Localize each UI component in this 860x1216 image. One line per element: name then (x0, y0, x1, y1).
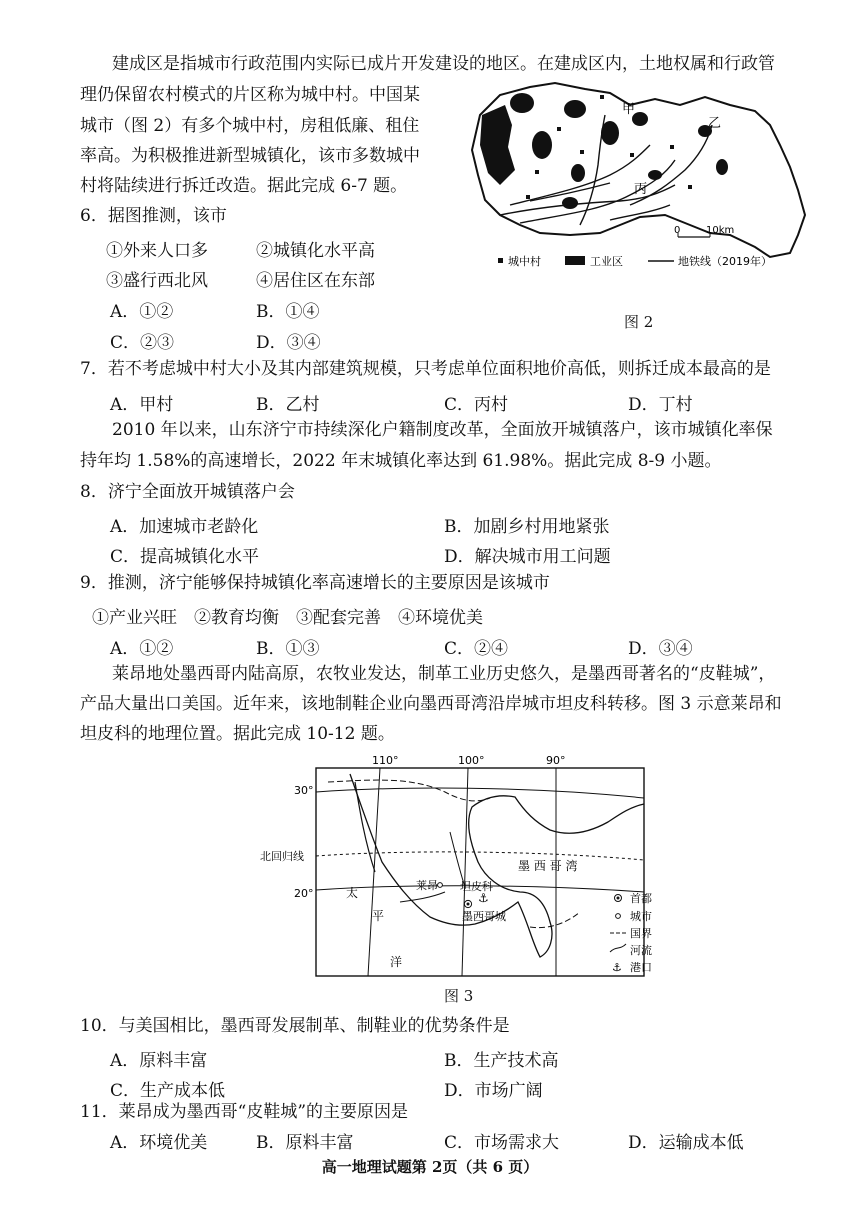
q9-statements: ①产业兴旺 ②教育均衡 ③配套完善 ④环境优美 (92, 608, 483, 628)
q8-option-d[interactable]: D．解决城市用工问题 (444, 547, 611, 567)
q8-option-a[interactable]: A．加速城市老龄化 (110, 517, 259, 537)
figure2-city-map (460, 75, 820, 285)
q9-option-b[interactable]: B．①③ (256, 639, 320, 659)
q6-option-a[interactable]: A．①② (110, 302, 174, 322)
industrial-area (571, 164, 585, 182)
q9-option-a[interactable]: A．①② (110, 639, 174, 659)
urban-village (688, 185, 692, 189)
intro1-line2: 理仍保留农村模式的片区称为城中村。中国某 (80, 85, 420, 105)
legend-city: 城市 (630, 910, 652, 923)
q6-statement-1: ①外来人口多 (106, 241, 208, 261)
q8-option-c[interactable]: C．提高城镇化水平 (110, 547, 260, 567)
urban-village (580, 150, 584, 154)
q8-option-b[interactable]: B．加剧乡村用地紧张 (444, 517, 610, 537)
legend-border: 国界 (630, 927, 652, 940)
q10-option-c[interactable]: C．生产成本低 (110, 1081, 226, 1101)
mexico-city-label: 墨西哥城 (462, 910, 506, 923)
lat-30-label: 30° (294, 784, 314, 797)
village-label-bing: 丙 (634, 182, 648, 197)
q11-option-d[interactable]: D．运输成本低 (628, 1133, 744, 1153)
q6-statement-4: ④居住区在东部 (256, 271, 375, 291)
q7-option-a[interactable]: A．甲村 (110, 395, 174, 415)
q7-option-d[interactable]: D．丁村 (628, 395, 693, 415)
q9-option-d[interactable]: D．③④ (628, 639, 693, 659)
urban-village (557, 127, 561, 131)
legend-capital: 首都 (630, 892, 652, 905)
industrial-area (510, 93, 534, 113)
ocean-label-1: 太 (346, 886, 359, 900)
q6-option-b[interactable]: B．①④ (256, 302, 320, 322)
industrial-area (564, 100, 586, 118)
scale-10km: 10km (706, 225, 735, 236)
intro1-line1: 建成区是指城市行政范围内实际已成片开发建设的地区。在建成区内，土地权属和行政管 (112, 54, 775, 74)
urban-village (670, 145, 674, 149)
urban-village (535, 170, 539, 174)
leon-city-marker (438, 883, 443, 888)
lon-90-label: 90° (546, 754, 566, 767)
legend-industrial: 工业区 (590, 255, 623, 268)
q11-option-a[interactable]: A．环境优美 (110, 1133, 208, 1153)
intro3-line1: 莱昂地处墨西哥内陆高原，农牧业发达，制革工业历史悠久，是墨西哥著名的“皮鞋城”， (112, 664, 776, 684)
intro3-line3: 坦皮科的地理位置。据此完成 10-12 题。 (80, 724, 395, 744)
lon-110-label: 110° (372, 754, 399, 767)
intro3-line2: 产品大量出口美国。近年来，该地制鞋企业向墨西哥湾沿岸城市坦皮科转移。图 3 示意莱昂和 (80, 694, 782, 714)
intro1-line5: 村将陆续进行拆迁改造。据此完成 6-7 题。 (80, 176, 408, 196)
q7-stem: 7．若不考虑城中村大小及其内部建筑规模，只考虑单位面积地价高低，则拆迁成本最高的是 (80, 359, 771, 379)
intro1-line3: 城市（图 2）有多个城中村，房租低廉、租住 (80, 116, 420, 136)
q7-option-b[interactable]: B．乙村 (256, 395, 320, 415)
village-label-yi: 乙 (708, 116, 722, 131)
village-label-jia: 甲 (622, 102, 636, 117)
legend-port: 港口 (630, 961, 652, 974)
leon-label: 莱昂 (416, 879, 438, 892)
ocean-label-3: 洋 (390, 955, 403, 969)
tropic-label: 北回归线 (260, 850, 304, 863)
q10-option-b[interactable]: B．生产技术高 (444, 1051, 559, 1071)
q6-stem: 6．据图推测，该市 (80, 206, 227, 226)
q6-statement-3: ③盛行西北风 (106, 271, 208, 291)
lon-100-label: 100° (458, 754, 485, 767)
legend-river: 河流 (630, 944, 652, 957)
legend-urban-village: 城中村 (508, 255, 541, 268)
industrial-area (716, 159, 728, 175)
q7-option-c[interactable]: C．丙村 (444, 395, 509, 415)
q11-option-b[interactable]: B．原料丰富 (256, 1133, 354, 1153)
industrial-area (532, 131, 552, 159)
q11-option-c[interactable]: C．市场需求大 (444, 1133, 560, 1153)
scale-zero: 0 (674, 225, 681, 236)
q10-option-a[interactable]: A．原料丰富 (110, 1051, 208, 1071)
q10-option-d[interactable]: D．市场广阔 (444, 1081, 543, 1101)
q10-stem: 10．与美国相比，墨西哥发展制革、制鞋业的优势条件是 (80, 1016, 510, 1036)
gulf-label: 墨 西 哥 湾 (518, 859, 578, 873)
q9-stem: 9．推测，济宁能够保持城镇化率高速增长的主要原因是该城市 (80, 573, 550, 593)
q6-option-c[interactable]: C．②③ (110, 333, 175, 353)
ocean-label-2: 平 (372, 909, 385, 923)
legend-port-icon: ⚓ (612, 961, 622, 974)
q8-stem: 8．济宁全面放开城镇落户会 (80, 482, 295, 502)
q9-option-c[interactable]: C．②④ (444, 639, 509, 659)
legend-metro: 地铁线（2019年） (678, 255, 772, 268)
tampico-label: 坦皮科 (460, 880, 493, 893)
page-footer: 高一地理试题第 2页（共 6 页） (321, 1158, 539, 1176)
intro1-line4: 率高。为积极推进新型城镇化，该市多数城中 (80, 146, 420, 166)
urban-village (600, 95, 604, 99)
q11-stem: 11．莱昂成为墨西哥“皮鞋城”的主要原因是 (80, 1102, 409, 1122)
q6-option-d[interactable]: D．③④ (256, 333, 321, 353)
intro2-line2: 持年均 1.58%的高速增长，2022 年末城镇化率达到 61.98%。据此完成 8-9 小题。 (80, 451, 722, 471)
port-marker: ⚓ (478, 891, 489, 905)
q6-statement-2: ②城镇化水平高 (256, 241, 375, 261)
figure3-caption: 图 3 (444, 987, 474, 1005)
urban-village (526, 195, 530, 199)
urban-village (630, 153, 634, 157)
lat-20-label: 20° (294, 887, 314, 900)
industrial-area (562, 197, 578, 209)
intro2-line1: 2010 年以来，山东济宁市持续深化户籍制度改革，全面放开城镇落户，该市城镇化率保 (112, 420, 773, 440)
figure2-caption: 图 2 (624, 313, 654, 331)
industrial-area (648, 170, 662, 180)
figure3-mexico-map (250, 752, 680, 982)
